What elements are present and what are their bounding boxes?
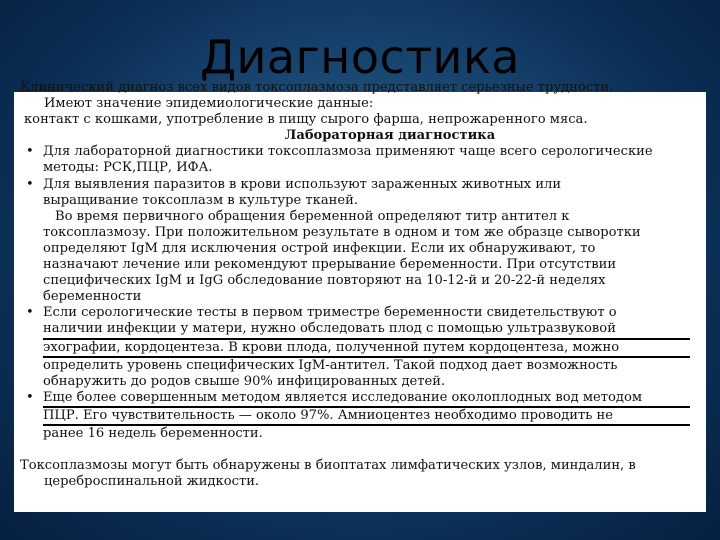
bullet-amniotic-pcr-line-1: Еще более совершенным методом является исследование околоплодных вод методом [43,390,690,408]
bullet-parasites [20,177,690,209]
intro-line-2: Имеют значение эпидемиологические данные: [44,96,374,112]
pregnancy-paragraph [20,209,690,306]
bullet-parasites-line-1: Для выявления паразитов в крови используют зараженных животных или [43,176,562,192]
bullet-dot: • [26,176,34,192]
bullet-first-trimester-line-2: наличии инфекции у матери, нужно обследовать плод с помощью ультразвуковой [43,321,690,339]
bullet-amniotic-pcr [20,390,690,442]
bullet-first-trimester [20,305,690,389]
slide-title: Диагностика [200,30,520,84]
lab-heading: Лабораторная диагностика [284,128,496,144]
bullet-first-trimester-line-5: обнаружить до родов свыше 90% инфицированных детей. [43,373,446,389]
bullet-first-trimester-line-3: эхографии, кордоцентеза. В крови плода, полученной путем кордоцентеза, можно [43,340,690,358]
slide-content [20,80,690,490]
pregnancy-line-5: специфических IgM и IgG обследование повторяют на 10-12-й и 20-22-й неделях [43,273,606,289]
bullet-serology-line-1: Для лабораторной диагностики токсоплазмоза применяют чаще всего серологические [43,144,653,160]
pregnancy-line-1: Во время первичного обращения беременной определяют титр антител к [55,208,570,224]
pregnancy-line-4: назначают лечение или рекомендуют прерывание беременности. При отсутствии [43,257,617,273]
bullet-amniotic-pcr-line-2: ПЦР. Его чувствительность — около 97%. Амниоцентез необходимо проводить не [43,408,690,426]
bullet-parasites-line-2: выращивание токсоплазм в культуре тканей. [43,192,358,208]
final-line-2: цереброспинальной жидкости. [44,474,260,490]
bullet-serology [20,144,690,176]
intro-line-3: контакт с кошками, употребление в пищу сырого фарша, непрожаренного мяса. [24,112,588,128]
pregnancy-line-3: определяют IgM для исключения острой инфекции. Если их обнаруживают, то [43,240,596,256]
bullet-dot: • [26,305,34,321]
paragraph-spacer [20,442,690,458]
intro-line-1: Клинический диагноз всех видов токсоплазмоза представляет серьезные трудности. [20,80,614,95]
bullet-serology-line-2: методы: РСК,ПЦР, ИФА. [43,160,213,176]
pregnancy-line-2: токсоплазмозу. При положительном результате в одном и том же образце сыворотки [43,224,641,240]
pregnancy-line-6: беременности [43,289,142,305]
final-line-1: Токсоплазмозы могут быть обнаружены в биоптатах лимфатических узлов, миндалин, в [20,458,636,474]
bullet-amniotic-pcr-line-3: ранее 16 недель беременности. [43,425,263,441]
bullet-first-trimester-line-1: Если серологические тесты в первом триместре беременности свидетельствуют о [43,305,617,321]
bullet-first-trimester-line-4: определить уровень специфических IgM-антител. Такой подход дает возможность [43,357,618,373]
bullet-dot: • [26,144,34,160]
bullet-dot: • [26,389,34,405]
